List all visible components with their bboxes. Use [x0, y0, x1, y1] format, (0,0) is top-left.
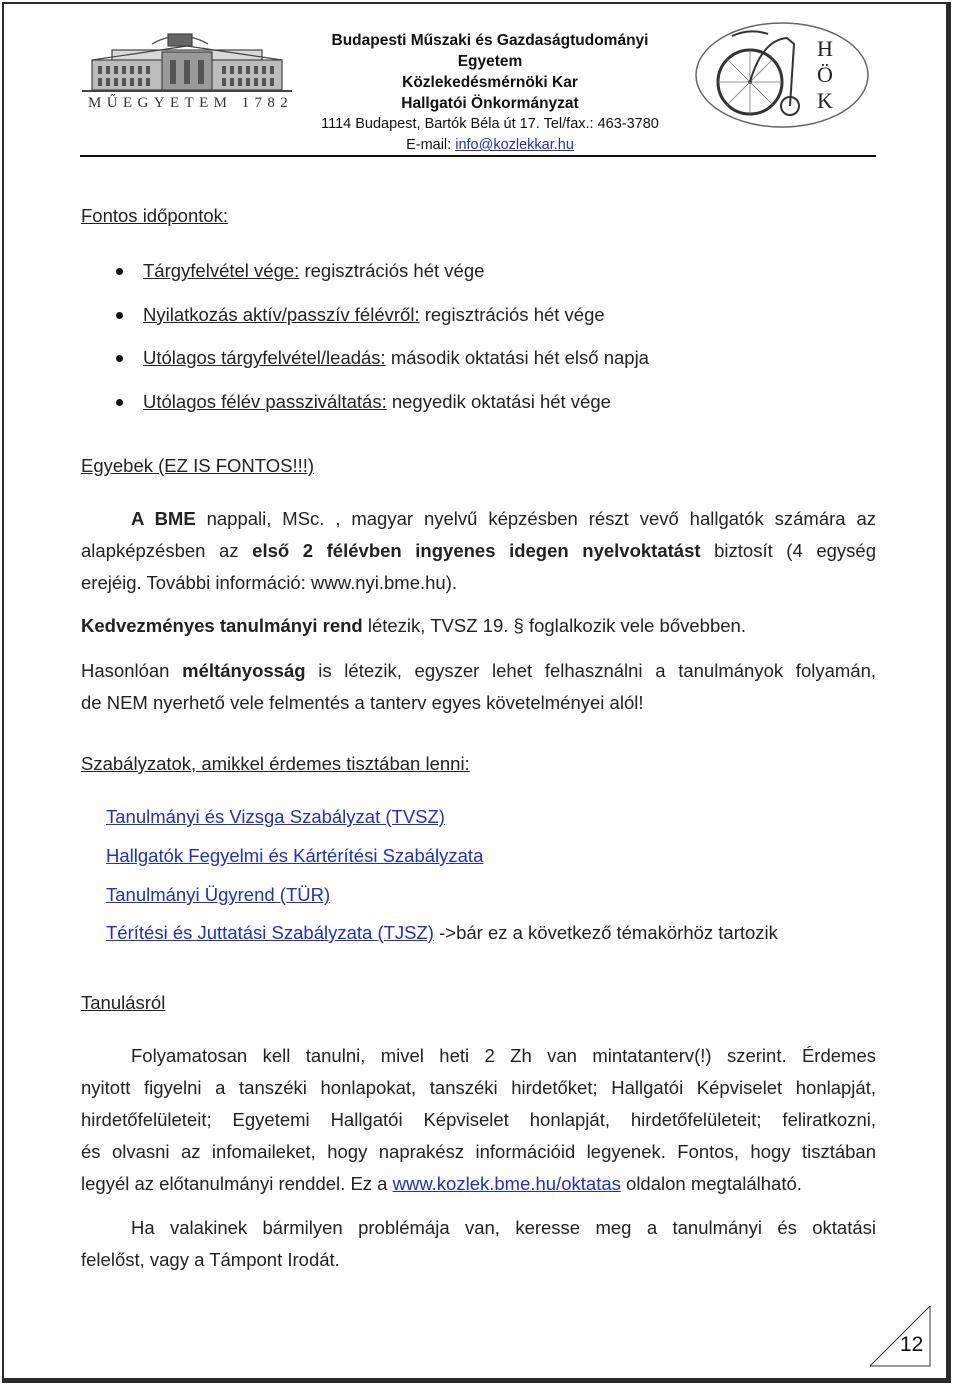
date-item-value: regisztrációs hét vége — [419, 304, 605, 325]
paragraph-line: de NEM nyerhető vele felmentés a tanterv egyes követelményei alól! — [81, 692, 644, 713]
bold-text: Kedvezményes tanulmányi rend — [81, 615, 363, 636]
paragraph-line — [81, 503, 876, 535]
date-item-value: második oktatási hét első napja — [385, 347, 649, 368]
language-course-paragraph — [81, 503, 876, 599]
paragraph-line: Ha valakinek bármilyen problémája van, keresse meg a tanulmányi és oktatási — [131, 1217, 876, 1238]
paragraph-line: erejéig. További információ: www.nyi.bme.hu). — [81, 572, 457, 593]
email-link[interactable]: info@kozlekkar.hu — [455, 137, 574, 153]
header-divider — [80, 155, 876, 157]
bold-text: első 2 félévben ingyenes idegen nyelvoktatást — [252, 540, 701, 561]
paragraph-line: és olvasni az infomaileket, hogy naprakész információid legyenek. Fontos, hogy tisztában — [81, 1141, 876, 1162]
hok-letter-o: Ö — [817, 62, 833, 87]
date-item-value: negyedik oktatási hét vége — [386, 391, 611, 412]
other-heading: Egyebek (EZ IS FONTOS!!!) — [81, 455, 315, 476]
paragraph-line — [81, 1168, 876, 1200]
bullet-icon — [116, 399, 123, 406]
email-label: E-mail: — [406, 137, 456, 153]
organization-info — [300, 30, 680, 156]
paragraph-line: felelőst, vagy a Támpont Irodát. — [81, 1249, 340, 1270]
date-item — [143, 260, 484, 282]
bullet-icon — [116, 268, 123, 275]
date-item-label: Tárgyfelvétel vége: — [143, 260, 300, 281]
oktatas-link[interactable]: www.kozlek.bme.hu/oktatas — [392, 1173, 621, 1194]
bold-text: A BME — [131, 508, 196, 529]
paragraph-line: nyitott figyelni a tanszéki honlapokat, tanszéki hirdetőket; Hallgatói Képviselet honlapját, — [81, 1077, 876, 1098]
text-span: nappali, MSc. , magyar nyelvű képzésben részt vevő hallgatók számára az — [195, 508, 876, 529]
paragraph-line — [81, 655, 876, 687]
email-line — [300, 135, 680, 156]
tjsz-link[interactable]: Térítési és Juttatási Szabályzata (TJSZ) — [106, 922, 434, 943]
date-item-label: Nyilatkozás aktív/passzív félévről: — [143, 304, 420, 325]
tvsz-link[interactable]: Tanulmányi és Vizsga Szabályzat (TVSZ) — [106, 806, 445, 827]
text-span: legyél az előtanulmányi renddel. Ez a — [81, 1173, 393, 1194]
contact-paragraph — [81, 1212, 876, 1276]
date-item-label: Utólagos félév passziváltatás: — [143, 391, 387, 412]
text-span: alapképzésben az — [81, 540, 253, 561]
student-union-name: Hallgatói Önkormányzat — [401, 95, 579, 112]
text-span: is létezik, egyszer lehet felhasználni a tanulmányok folyamán, — [305, 660, 877, 681]
date-item — [143, 347, 649, 369]
tjsz-line — [106, 922, 778, 944]
address-phone: 1114 Budapest, Bartók Béla út 17. Tel/fax.: 463-3780 — [321, 116, 659, 132]
university-name: Budapesti Műszaki és Gazdaságtudományi Egyetem — [331, 32, 649, 70]
text-span: biztosít (4 egység — [700, 540, 876, 561]
learning-paragraph — [81, 1040, 876, 1200]
logo-caption: MŰEGYETEM 1782 — [88, 95, 294, 111]
hok-bicycle-logo — [692, 20, 872, 130]
hok-letter-h: H — [817, 36, 833, 61]
date-item — [143, 391, 611, 413]
text-span: Hasonlóan — [81, 660, 183, 681]
bold-text: méltányosság — [182, 660, 306, 681]
date-item-value: regisztrációs hét vége — [299, 260, 485, 281]
hok-letters — [805, 36, 845, 114]
equity-paragraph — [81, 655, 876, 719]
regulations-heading: Szabályzatok, amikkel érdemes tisztában lenni: — [81, 753, 470, 774]
letterhead — [0, 0, 960, 160]
faculty-name: Közlekedésmérnöki Kar — [402, 74, 578, 91]
tur-link[interactable]: Tanulmányi Ügyrend (TÜR) — [106, 884, 331, 905]
text-span: oldalon megtalálható. — [620, 1173, 802, 1194]
date-item-label: Utólagos tárgyfelvétel/leadás: — [143, 347, 386, 368]
page-number: 12 — [900, 1333, 924, 1356]
disciplinary-regulation-link[interactable]: Hallgatók Fegyelmi és Kártérítési Szabályzata — [106, 845, 484, 866]
paragraph-line — [81, 535, 876, 567]
bullet-icon — [116, 355, 123, 362]
hok-letter-k: K — [817, 88, 833, 113]
bullet-icon — [116, 312, 123, 319]
date-item — [143, 304, 605, 326]
paragraph-line: hirdetőfelületeit; Egyetemi Hallgatói Képviselet honlapját, hirdetőfelületeit; feliratkozni, — [81, 1109, 876, 1130]
preferential-study-paragraph — [81, 615, 746, 637]
learning-heading: Tanulásról — [81, 992, 166, 1013]
tjsz-note: ->bár ez a következő témakörhöz tartozik — [433, 922, 778, 943]
text-span: létezik, TVSZ 19. § foglalkozik vele bővebben. — [362, 615, 746, 636]
paragraph-line: Folyamatosan kell tanulni, mivel heti 2 Zh van mintatanterv(!) szerint. Érdemes — [131, 1045, 876, 1066]
important-dates-heading: Fontos időpontok: — [81, 205, 229, 226]
